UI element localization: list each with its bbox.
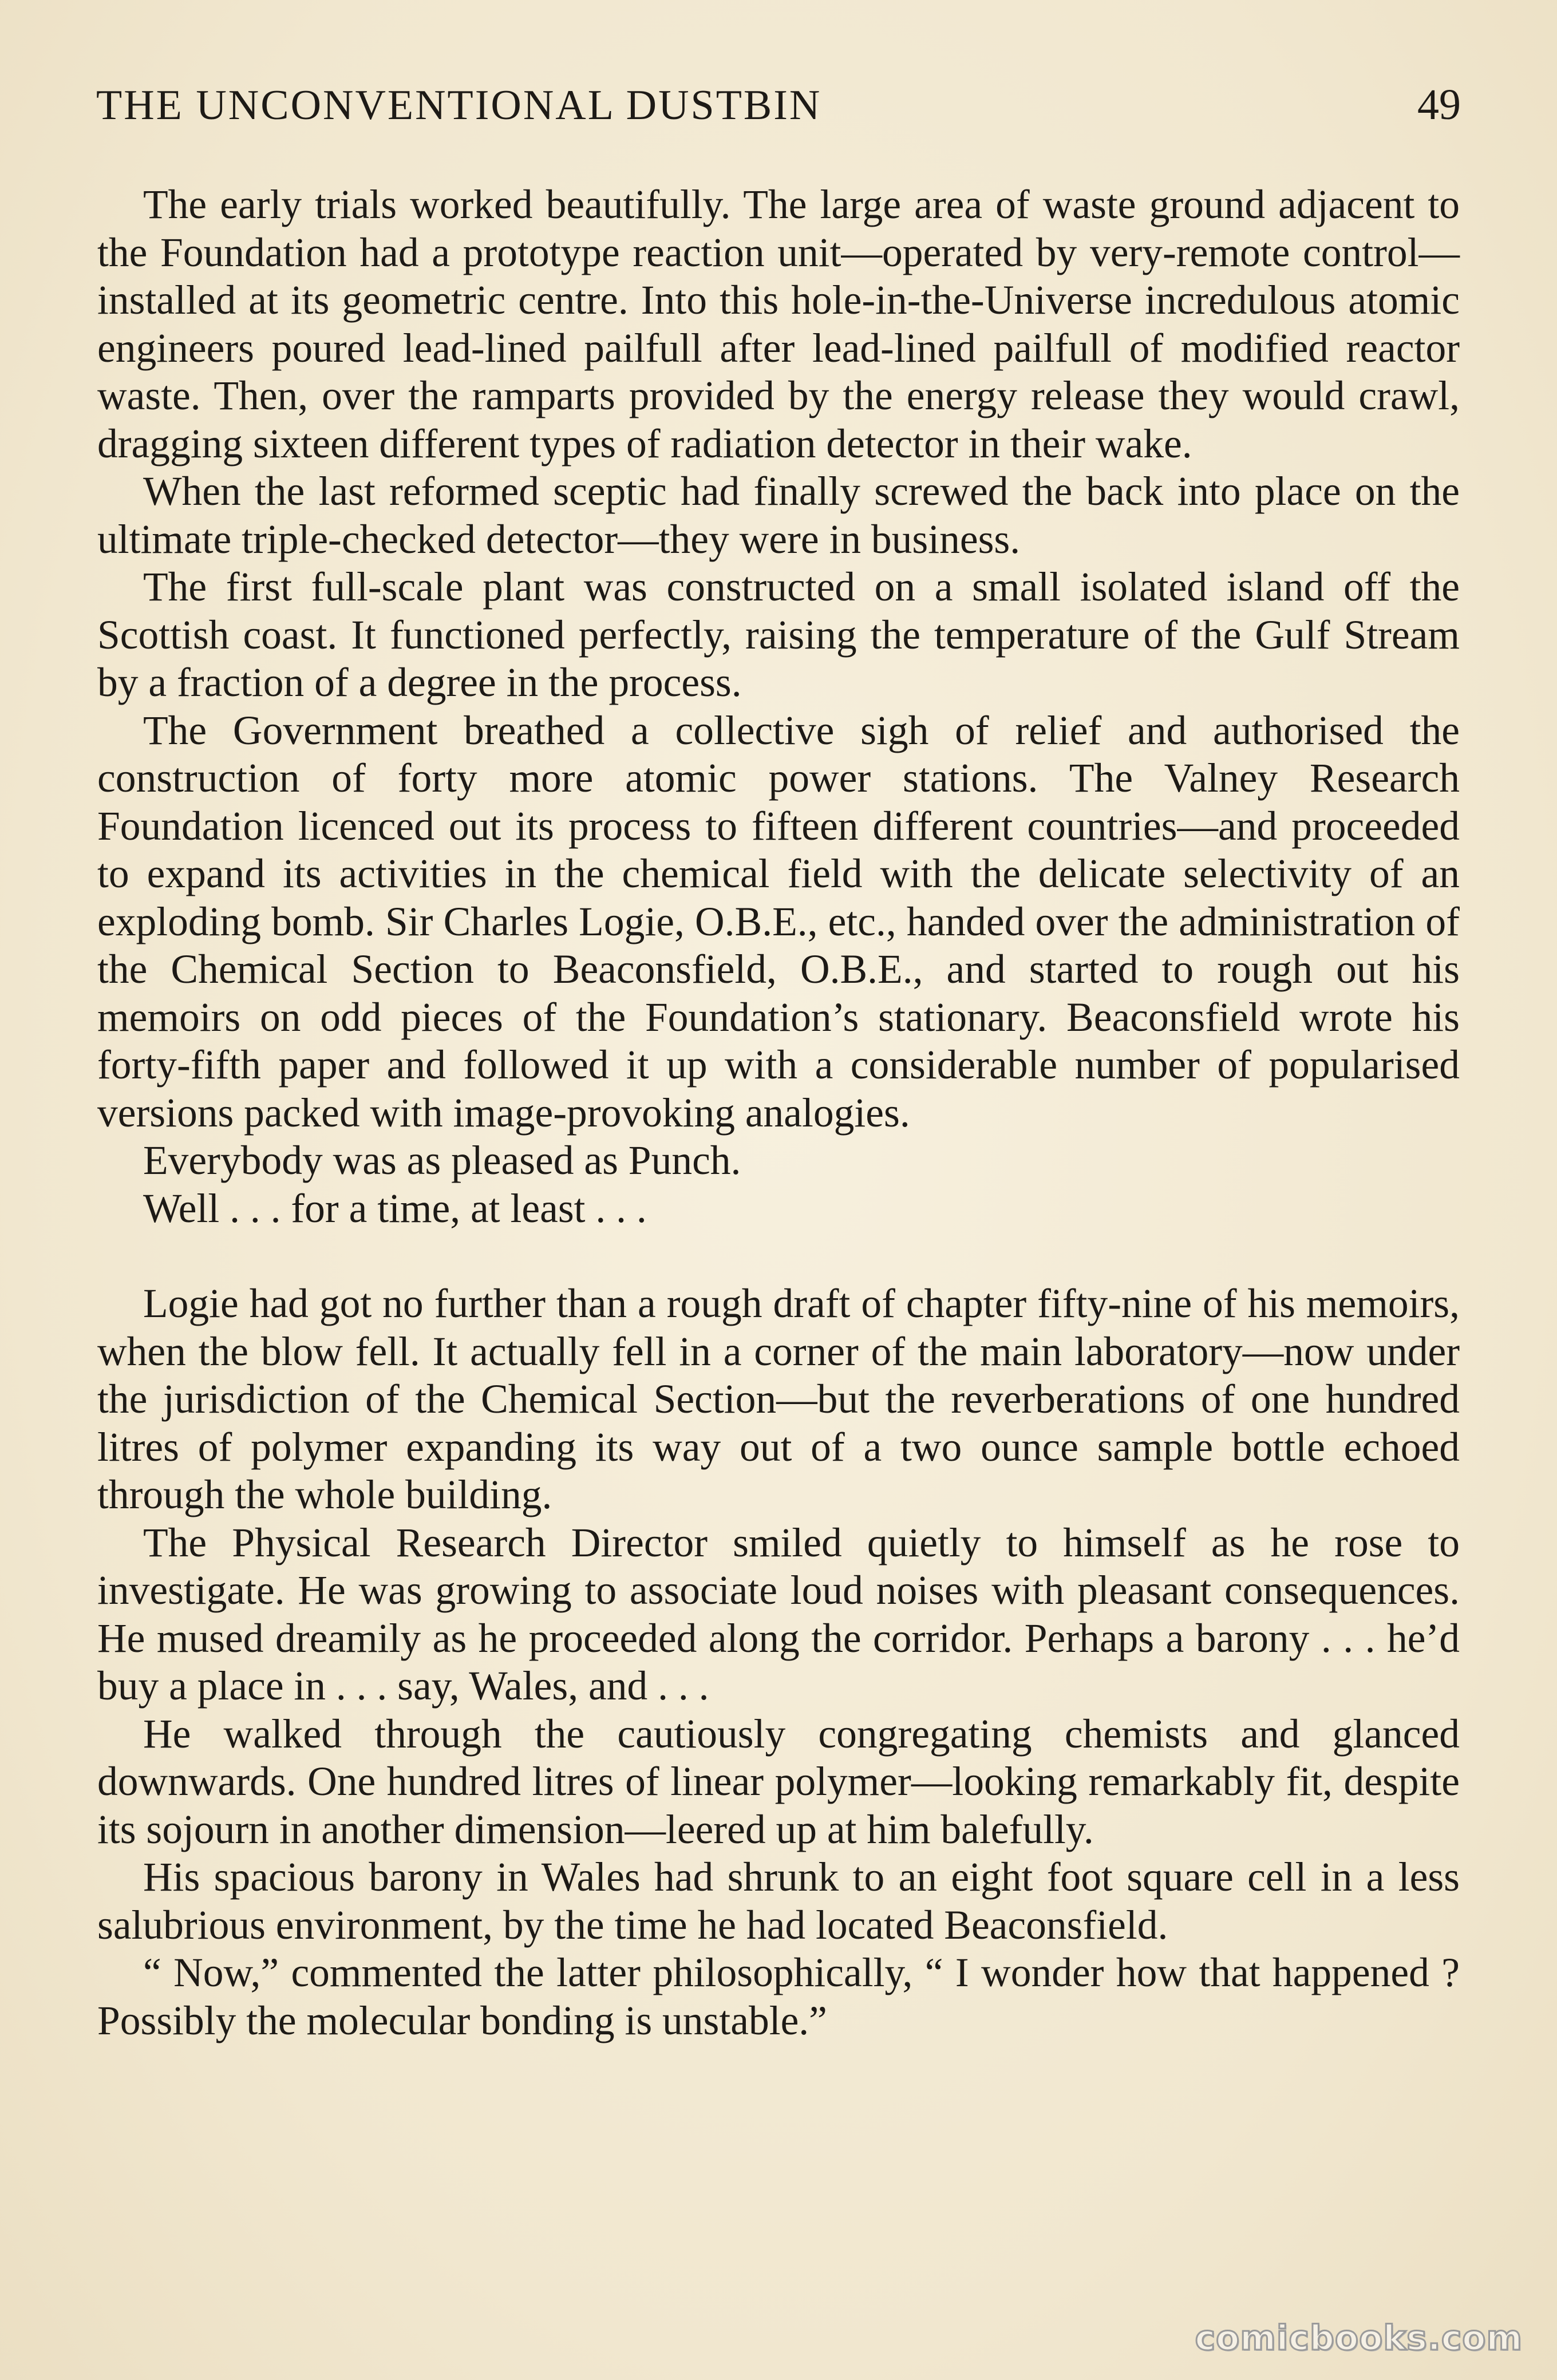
paragraph: The Physical Research Director smiled quietly to himself as he rose to investigate. He was growing to associate loud noises with pleasant consequences. He mused dreamily as he proceeded along the corridor. Perhaps a barony . . . he’d buy a place in . . . say, Wales, and . . . [97, 1520, 1460, 1709]
watermark-logo: comicbooks.com [1195, 2318, 1523, 2358]
paragraph: Logie had got no further than a rough draft of chapter fifty-nine of his memoirs, when the blow fell. It actually fell in a corner of the main laboratory—now under the jurisdiction of the Chemical Section—but the reverberations of one hundred litres of polymer expanding its way out of a two ounce sample bottle echoed through the whole building. [97, 1281, 1460, 1517]
paragraph: Well . . . for a time, at least . . . [143, 1185, 647, 1231]
paragraph: Everybody was as pleased as Punch. [143, 1138, 741, 1183]
paragraph: His spacious barony in Wales had shrunk to an eight foot square cell in a less salubrious environment, by the time he had located Beaconsfield. [97, 1855, 1460, 1948]
body-text [97, 181, 1460, 2045]
paragraph: When the last reformed sceptic had finally screwed the back into place on the ultimate triple-checked detector—they were in business. [97, 469, 1460, 562]
paragraph: He walked through the cautiously congregating chemists and glanced downwards. One hundred litres of linear polymer—looking remarkably fit, despite its sojourn in another dimension—leered up at him balefully. [97, 1711, 1460, 1852]
paragraph: The early trials worked beautifully. The large area of waste ground adjacent to the Foundation had a prototype reaction unit—operated by very-remote control—installed at its geometric centre. Into this hole-in-the-Universe incredulous atomic engineers poured lead-lined pailfull after lead-lined pailfull of modified reactor waste. Then, over the ramparts provided by the energy release they would crawl, dragging sixteen different types of radiation detector in their wake. [97, 182, 1460, 466]
chapter-title: THE UNCONVENTIONAL DUSTBIN [96, 82, 822, 129]
running-header [96, 80, 1461, 143]
paragraph: The Government breathed a collective sigh of relief and authorised the construction of forty more atomic power stations. The Valney Research Foundation licenced out its process to fifteen different countries—and proceeded to expand its activities in the chemical field with the delicate selectivity of an exploding bomb. Sir Charles Logie, O.B.E., etc., handed over the administration of the Chemical Section to Beaconsfield, O.B.E., and started to rough out his memoirs on odd pieces of the Foundation’s stationary. Beaconsfield wrote his forty-fifth paper and followed it up with a considerable number of popularised versions packed with image-provoking analogies. [97, 707, 1460, 1136]
section-break [97, 1232, 1460, 1280]
page-number: 49 [1417, 81, 1461, 129]
paragraph: “ Now,” commented the latter philosophically, “ I wonder how that happened ? Possibly the molecular bonding is unstable.” [97, 1950, 1460, 2043]
paragraph: The first full-scale plant was constructed on a small isolated island off the Scottish coast. It functioned perfectly, raising the temperature of the Gulf Stream by a fraction of a degree in the process. [97, 564, 1460, 705]
